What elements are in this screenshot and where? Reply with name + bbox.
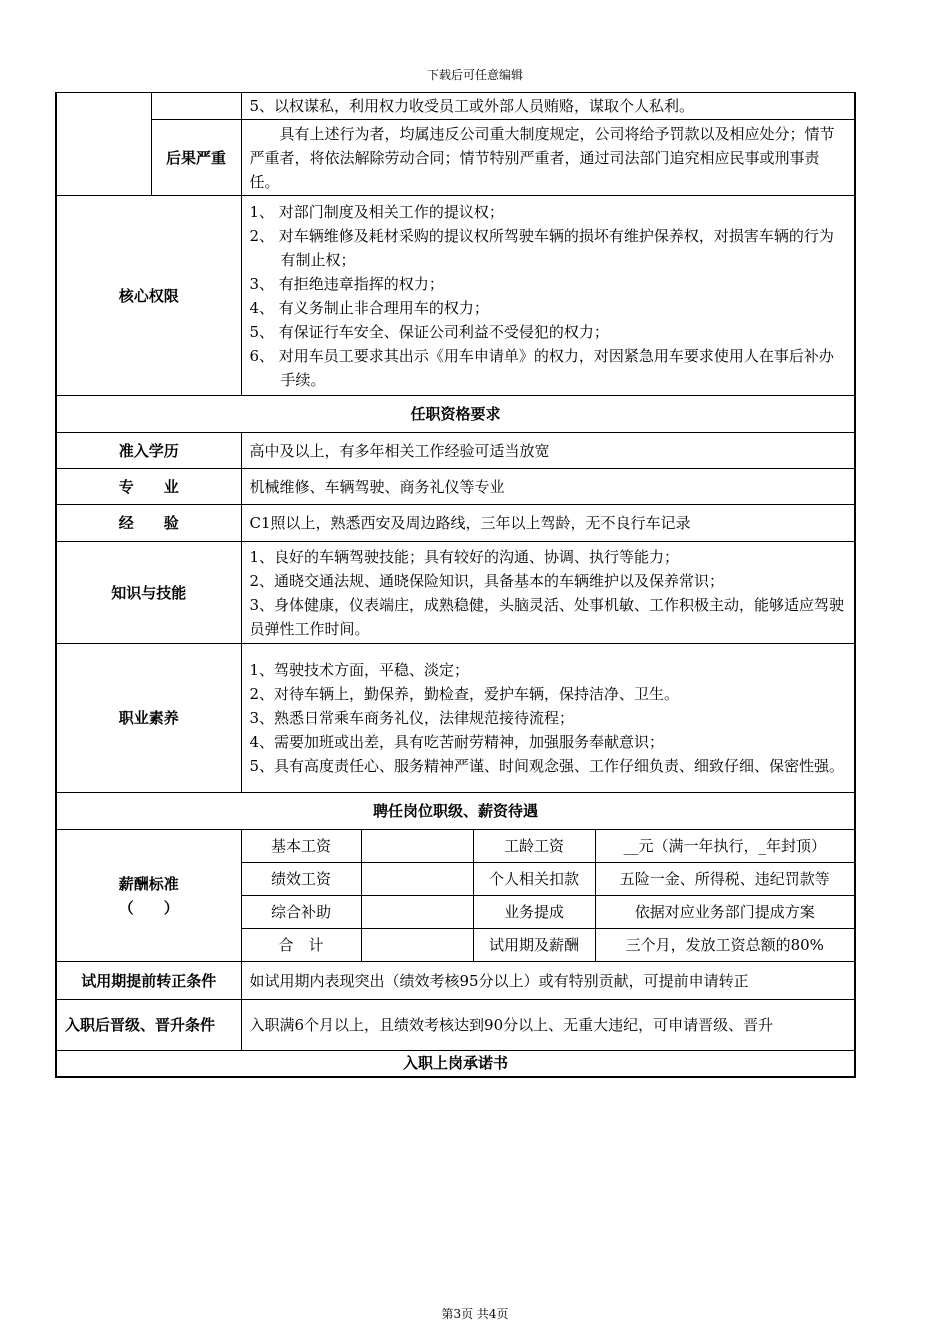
- authority-cell: [241, 196, 855, 396]
- consequence-text: 具有上述行为者，均属违反公司重大制度规定，公司将给予罚款以及相应处分；情节严重者，将依法解除劳动合同；情节特别严重者，通过司法部门追究相应民事或刑事责任。: [249, 124, 835, 191]
- major-row: [56, 469, 855, 505]
- promotion-row: [56, 1000, 855, 1051]
- experience-value: C1照以上，熟悉西安及周边路线，三年以上驾龄，无不良行车记录: [241, 505, 855, 542]
- authority-item: 5、 有保证行车安全、保证公司利益不受侵犯的权力；: [249, 322, 609, 341]
- probation-label: 试用期提前转正条件: [56, 962, 241, 1000]
- conduct-sublabel-cell: [151, 93, 241, 120]
- salary-item-label: 工龄工资: [473, 830, 595, 863]
- quality-item: 3、熟悉日常乘车商务礼仪，法律规范接待流程；: [249, 709, 575, 727]
- conduct-label-cell: [56, 93, 151, 196]
- skills-label: 知识与技能: [56, 542, 241, 644]
- commitment-row: [56, 1051, 855, 1077]
- authority-item: 2、 对车辆维修及耗材采购的提议权所驾驶车辆的损坏有维护保养权，对损害车辆的行为有制止权；: [249, 226, 834, 269]
- salary-item-value: [361, 896, 473, 929]
- conduct-item-row: [56, 93, 855, 120]
- education-row: [56, 433, 855, 469]
- quality-label: 职业素养: [56, 644, 241, 793]
- quality-item: 4、需要加班或出差，具有吃苦耐劳精神，加强服务奉献意识；: [249, 733, 665, 751]
- salary-item-value: 三个月，发放工资总额的80%: [595, 929, 855, 962]
- salary-title: 聘任岗位职级、薪资待遇: [56, 793, 855, 830]
- promotion-label: 入职后晋级、晋升条件: [56, 1000, 241, 1051]
- salary-item-label: 个人相关扣款: [473, 863, 595, 896]
- page-footer: 第3页 共4页: [441, 1307, 509, 1321]
- salary-label: 薪酬标准: [118, 874, 179, 893]
- quality-item: 2、对待车辆上，勤保养，勤检查，爱护车辆，保持洁净、卫生。: [249, 685, 680, 703]
- skills-item: 2、通晓交通法规、通晓保险知识，具备基本的车辆维护以及保养常识；: [249, 571, 725, 590]
- qualification-title: 任职资格要求: [56, 396, 855, 433]
- authority-label: 核心权限: [56, 196, 241, 396]
- salary-item-value: [361, 929, 473, 962]
- quality-row: [56, 644, 855, 793]
- consequence-row: [56, 120, 855, 196]
- quality-item: 1、驾驶技术方面，平稳、淡定；: [249, 661, 470, 679]
- salary-item-label: 综合补助: [241, 896, 361, 929]
- authority-item: 6、 对用车员工要求其出示《用车申请单》的权力，对因紧急用车要求使用人在事后补办手续。: [249, 346, 834, 389]
- qualification-section-row: [56, 396, 855, 433]
- quality-cell: [241, 644, 855, 793]
- salary-label-paren: （ ）: [118, 898, 179, 917]
- authority-item: 4、 有义务制止非合理用车的权力；: [249, 298, 489, 317]
- salary-item-label: 绩效工资: [241, 863, 361, 896]
- skills-row: [56, 542, 855, 644]
- experience-row: [56, 505, 855, 542]
- page-header: 下载后可任意编辑: [426, 68, 523, 82]
- consequence-cell: [241, 120, 855, 196]
- experience-label: 经 验: [56, 505, 241, 542]
- major-value: 机械维修、车辆驾驶、商务礼仪等专业: [241, 469, 855, 505]
- conduct-item-5: 5、以权谋私，利用权力收受员工或外部人员贿赂，谋取个人私利。: [241, 93, 855, 120]
- probation-text: 如试用期内表现突出（绩效考核95分以上）或有特别贡献，可提前申请转正: [241, 962, 855, 1000]
- education-label: 准入学历: [56, 433, 241, 469]
- commitment-title: 入职上岗承诺书: [56, 1051, 855, 1077]
- salary-item-value: 依据对应业务部门提成方案: [595, 896, 855, 929]
- major-label: 专 业: [56, 469, 241, 505]
- authority-row: [56, 196, 855, 396]
- probation-row: [56, 962, 855, 1000]
- salary-section-row: [56, 793, 855, 830]
- salary-item-value: 五险一金、所得税、违纪罚款等: [595, 863, 855, 896]
- salary-label-cell: [56, 830, 241, 962]
- salary-item-label: 基本工资: [241, 830, 361, 863]
- salary-item-value: [361, 863, 473, 896]
- skills-item: 1、良好的车辆驾驶技能；具有较好的沟通、协调、执行等能力；: [249, 547, 680, 566]
- consequence-label: 后果严重: [151, 120, 241, 196]
- skills-cell: [241, 542, 855, 644]
- authority-item: 1、 对部门制度及相关工作的提议权；: [249, 202, 504, 221]
- salary-item-value: [361, 830, 473, 863]
- salary-row: [56, 830, 855, 863]
- salary-item-value: __元（满一年执行，_年封顶）: [595, 830, 855, 863]
- education-value: 高中及以上，有多年相关工作经验可适当放宽: [241, 433, 855, 469]
- salary-item-label: 合 计: [241, 929, 361, 962]
- quality-item: 5、具有高度责任心、服务精神严谨、时间观念强、工作仔细负责、细致仔细、保密性强。: [249, 757, 845, 775]
- authority-item: 3、 有拒绝违章指挥的权力；: [249, 274, 444, 293]
- job-description-table: [55, 92, 856, 1078]
- salary-item-label: 试用期及薪酬: [473, 929, 595, 962]
- skills-item: 3、身体健康，仪表端庄，成熟稳健，头脑灵活、处事机敏、工作积极主动，能够适应驾驶员弹性工作时间。: [249, 595, 845, 638]
- promotion-text: 入职满6个月以上，且绩效考核达到90分以上、无重大违纪，可申请晋级、晋升: [241, 1000, 855, 1051]
- salary-item-label: 业务提成: [473, 896, 595, 929]
